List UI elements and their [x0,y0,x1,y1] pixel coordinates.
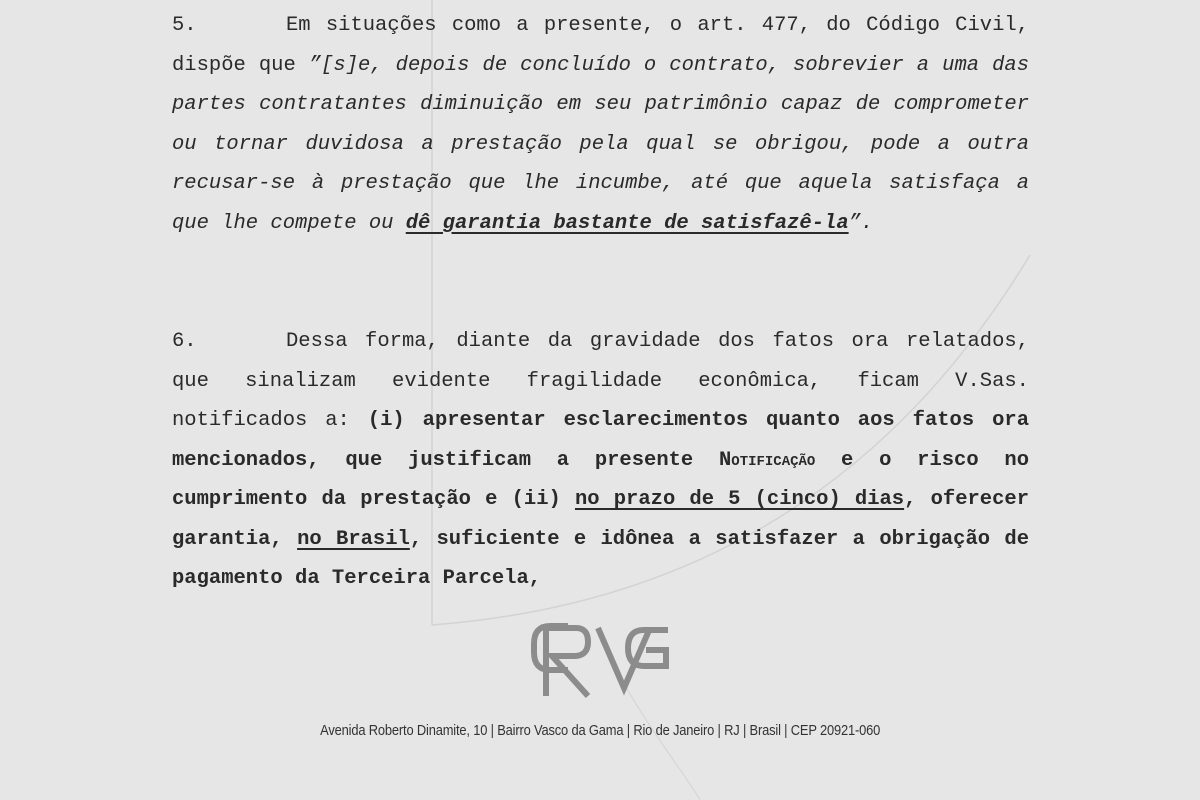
paragraph-6-closing: , suficiente e idônea a satisfazer a obrigação de pagamento da Terceira Parcela, [172,527,1029,590]
footer-address: Avenida Roberto Dinamite, 10 | Bairro Vasco da Gama | Rio de Janeiro | RJ | Brasil | CEP 20921-060 [320,722,881,739]
paragraph-5-number: 5. [172,14,197,37]
deadline-text: no prazo de 5 (cinco) dias [574,488,905,511]
notificacao-term: Notificação [718,448,816,472]
paragraph-6-item-ii: e o risco no cumprimento da prestação e (ii) [172,448,1029,511]
paragraph-5-quote: [s]e, depois de concluído o contrato, sobrevier a uma das partes contratantes diminuição em seu patrimônio capaz de comprometer ou tornar duvidosa a prestação pela qual se obrigou, pode a outra recusar-se à prestação que lhe incumbe, até que aquela satisfaça a que lhe compete ou [172,53,1029,235]
paragraph-6-text: Dessa forma, diante da gravidade dos fatos ora relatados, que sinalizam evidente fragilidade econômica, ficam V.Sas. notificados a: [172,330,1029,432]
paragraph-6-number: 6. [172,330,197,353]
paragraph-6-guarantee: , oferecer garantia, [172,488,1030,551]
crvg-logo [528,618,674,698]
paragraph-5-quote-emphasis: dê garantia bastante de satisfazê-la [405,211,849,235]
paragraph-6 [172,322,1029,599]
paragraph-6-item-i: (i) apresentar esclarecimentos quanto aos fatos ora mencionados, que justificam a presente [172,409,1029,472]
location-text: no Brasil [297,527,410,551]
paragraph-5 [172,6,1029,243]
paragraph-5-quote-open: ” [308,53,322,77]
paragraph-5-intro: Em situações como a presente, o art. 477, do Código Civil, dispõe que [172,14,1029,77]
paragraph-5-quote-close: ”. [848,211,874,235]
